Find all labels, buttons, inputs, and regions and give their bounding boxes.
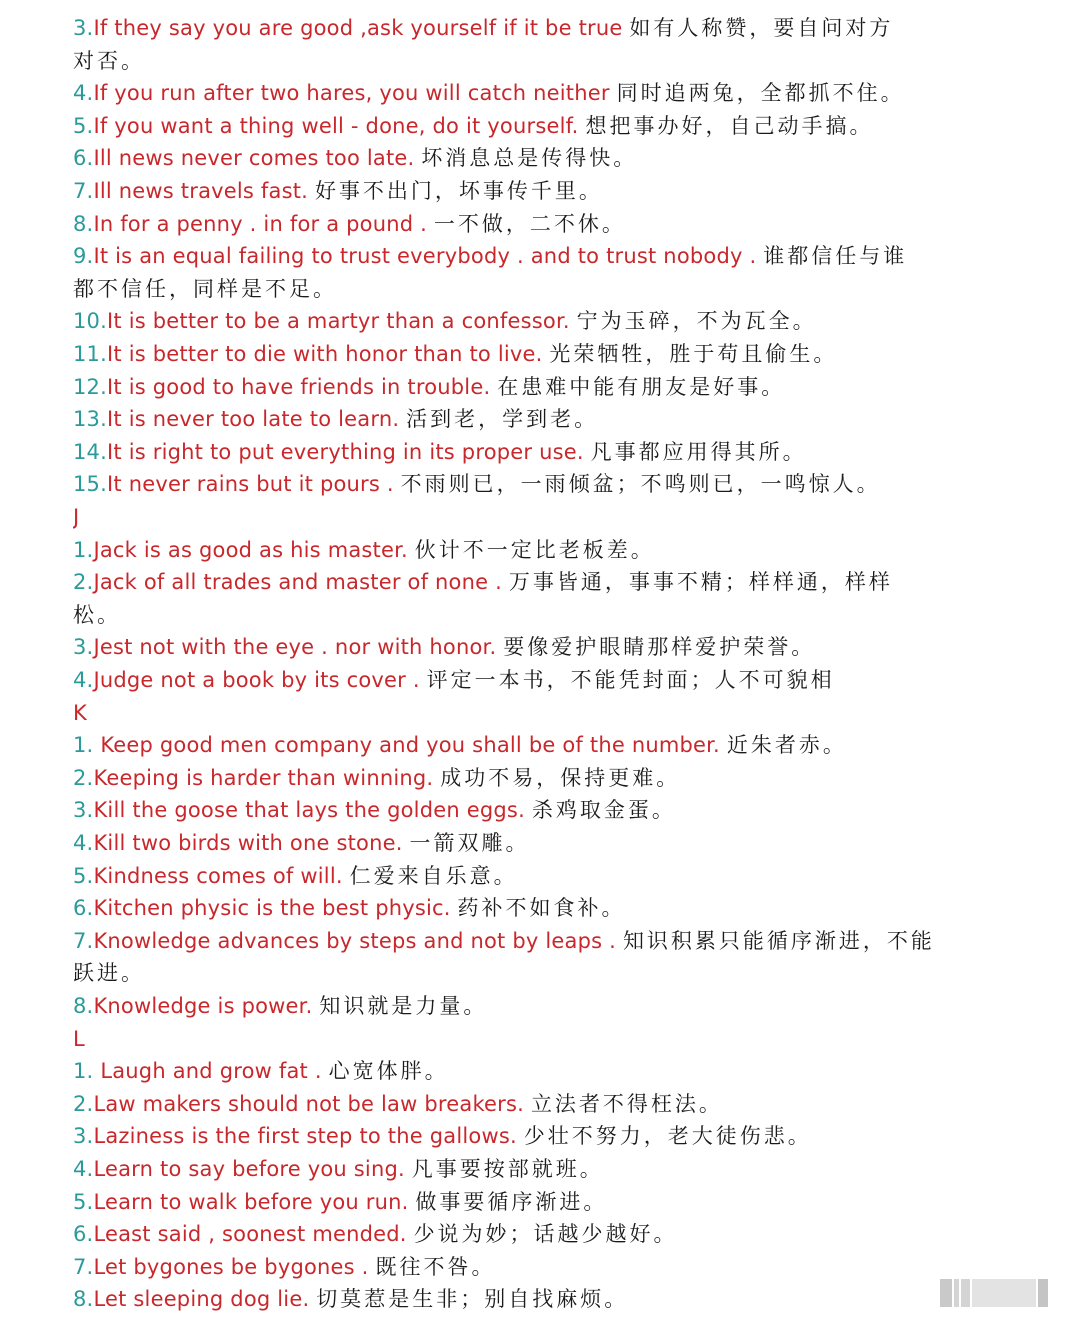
- watermark-bar: [1038, 1279, 1048, 1307]
- proverb-line: [73, 534, 1014, 567]
- proverb-chinese: 知识就是力量。: [319, 994, 488, 1018]
- proverb-number: 7.: [73, 928, 94, 953]
- proverb-chinese: 好事不出门，坏事传千里。: [314, 179, 603, 203]
- proverb-english: Kill the goose that lays the golden eggs.: [93, 798, 525, 823]
- proverb-number: 4.: [73, 1157, 94, 1181]
- proverb-continuation: [73, 273, 1014, 306]
- watermark-bar: [972, 1279, 1036, 1307]
- proverb-number: 12.: [73, 374, 107, 399]
- proverb-line: [73, 1055, 1014, 1088]
- proverb-chinese: 凡事要按部就班。: [411, 1157, 604, 1181]
- proverb-english: Jack is as good as his master.: [93, 537, 408, 562]
- proverb-line: [73, 1218, 1014, 1251]
- proverb-line: [73, 1186, 1014, 1219]
- proverb-number: 10.: [73, 309, 107, 334]
- proverb-chinese: 切莫惹是生非；别自找麻烦。: [316, 1287, 629, 1312]
- proverb-number: 8.: [73, 1287, 94, 1312]
- proverb-english: Keep good men company and you shall be of the number.: [93, 733, 720, 758]
- proverb-line: [73, 208, 1014, 241]
- proverb-english: In for a penny . in for a pound .: [93, 211, 428, 236]
- proverb-line: [73, 631, 1014, 664]
- proverb-english: Jack of all trades and master of none .: [93, 570, 502, 595]
- proverb-chinese: 活到老，学到老。: [406, 407, 599, 432]
- proverb-english: Learn to say before you sing.: [93, 1157, 405, 1181]
- proverb-number: 15.: [73, 472, 107, 497]
- proverb-line: [73, 1120, 1014, 1153]
- proverb-line: [73, 729, 1014, 762]
- bars-watermark-icon: [940, 1278, 1052, 1308]
- proverb-english: Laugh and grow fat .: [93, 1059, 322, 1084]
- proverb-chinese: 想把事办好，自己动手搞。: [585, 113, 874, 138]
- proverb-chinese: 仁爱来自乐意。: [349, 863, 518, 888]
- proverb-line: [73, 110, 1014, 143]
- proverb-continuation: [73, 45, 1014, 78]
- proverb-line: [73, 436, 1014, 469]
- proverb-line: [73, 240, 1014, 273]
- proverb-chinese: 如有人称赞，要自问对方: [629, 16, 894, 40]
- proverb-chinese: 要像爱护眼睛那样爱护荣誉。: [503, 635, 816, 660]
- proverb-english: Least said , soonest mended.: [93, 1222, 407, 1247]
- section-letter-text: K: [73, 700, 87, 725]
- proverb-line: [73, 892, 1014, 925]
- proverb-english: Knowledge advances by steps and not by leaps .: [93, 928, 617, 953]
- proverb-line: [73, 827, 1014, 860]
- proverb-chinese: 药补不如食补。: [457, 896, 626, 921]
- proverb-number: 3.: [73, 798, 94, 823]
- proverb-english: Ill news travels fast.: [93, 179, 309, 203]
- proverb-line: [73, 860, 1014, 893]
- proverb-english: Law makers should not be law breakers.: [93, 1091, 525, 1116]
- proverb-number: 13.: [73, 407, 107, 432]
- section-letter-text: L: [73, 1026, 85, 1051]
- proverb-number: 2.: [73, 570, 94, 595]
- proverb-number: 1.: [73, 1059, 94, 1084]
- proverb-number: 3.: [73, 1124, 94, 1149]
- section-letter: [73, 501, 1014, 534]
- proverb-line: [73, 762, 1014, 795]
- proverb-english: It is better to die with honor than to live.: [107, 342, 543, 366]
- proverb-number: 4.: [73, 81, 94, 106]
- proverb-number: 8.: [73, 211, 94, 236]
- proverb-line: [73, 403, 1014, 436]
- proverb-continuation: [73, 599, 1014, 632]
- proverb-number: 11.: [73, 342, 107, 366]
- proverb-line: [73, 175, 1014, 208]
- proverb-line: [73, 925, 1014, 958]
- proverb-english: Laziness is the first step to the gallows.: [93, 1124, 517, 1149]
- proverb-line: [73, 566, 1014, 599]
- proverb-line: [73, 664, 1014, 697]
- proverb-chinese: 立法者不得枉法。: [530, 1091, 723, 1116]
- watermark-bar: [961, 1279, 970, 1307]
- proverb-number: 6.: [73, 1222, 94, 1247]
- proverb-english: If they say you are good ,ask yourself if it be true: [93, 16, 623, 40]
- proverb-number: 4.: [73, 831, 94, 855]
- proverb-chinese: 成功不易，保持更难。: [440, 765, 681, 790]
- proverb-number: 5.: [73, 863, 94, 888]
- proverb-number: 1.: [73, 733, 94, 758]
- proverb-chinese: 同时追两兔，全都抓不住。: [616, 81, 905, 106]
- proverb-english: Kitchen physic is the best physic.: [93, 896, 451, 921]
- proverb-english: Learn to walk before you run.: [93, 1189, 409, 1214]
- proverb-line: [73, 12, 1014, 45]
- proverb-chinese: 少壮不努力，老大徒伤悲。: [523, 1124, 812, 1149]
- proverb-number: 5.: [73, 1189, 94, 1214]
- proverb-line: [73, 468, 1014, 501]
- section-letter-text: J: [73, 505, 80, 529]
- proverb-chinese: 做事要循序渐进。: [415, 1189, 608, 1214]
- proverb-line: [73, 1283, 1014, 1316]
- proverb-number: 6.: [73, 896, 94, 921]
- watermark-bar: [940, 1279, 952, 1307]
- proverb-number: 3.: [73, 635, 94, 660]
- proverb-chinese: 谁都信任与谁: [763, 244, 908, 269]
- proverb-line: [73, 371, 1014, 404]
- proverb-english: It is better to be a martyr than a confessor.: [107, 309, 570, 334]
- proverb-chinese: 知识积累只能循序渐进，不能: [622, 928, 935, 953]
- proverb-chinese: 评定一本书，不能凭封面；人不可貌相: [426, 668, 835, 692]
- proverb-chinese: 光荣牺牲，胜于苟且偷生。: [549, 342, 838, 366]
- proverb-chinese: 近朱者赤。: [726, 733, 847, 758]
- proverb-number: 14.: [73, 439, 107, 464]
- proverb-line: [73, 1153, 1014, 1186]
- proverb-number: 7.: [73, 1254, 94, 1279]
- proverb-number: 5.: [73, 113, 94, 138]
- proverb-english: Knowledge is power.: [93, 994, 313, 1018]
- proverb-chinese: 宁为玉碎，不为瓦全。: [576, 309, 817, 334]
- proverb-english: Ill news never comes too late.: [93, 146, 415, 171]
- proverb-chinese: 一箭双雕。: [409, 831, 530, 855]
- proverb-english: It never rains but it pours .: [107, 472, 394, 497]
- proverb-line: [73, 77, 1014, 110]
- proverb-english: Judge not a book by its cover .: [93, 668, 420, 692]
- proverb-chinese: 伙计不一定比老板差。: [414, 537, 655, 562]
- proverb-line: [73, 338, 1014, 371]
- proverb-english: Let bygones be bygones .: [93, 1254, 369, 1279]
- proverb-chinese-continued: 都不信任，同样是不足。: [73, 276, 337, 301]
- proverb-chinese-continued: 松。: [73, 602, 121, 627]
- proverb-number: 7.: [73, 179, 94, 203]
- proverb-number: 4.: [73, 668, 94, 692]
- proverb-line: [73, 1251, 1014, 1284]
- proverb-line: [73, 794, 1014, 827]
- proverb-english: If you run after two hares, you will catch neither: [93, 81, 610, 106]
- proverb-chinese: 一不做，二不休。: [433, 211, 626, 236]
- watermark-bar: [954, 1279, 959, 1307]
- proverb-chinese: 在患难中能有朋友是好事。: [497, 374, 786, 399]
- section-letter: [73, 1023, 1014, 1056]
- proverb-english: It is an equal failing to trust everybody . and to trust nobody .: [93, 244, 757, 269]
- proverb-line: [73, 142, 1014, 175]
- proverb-line: [73, 990, 1014, 1023]
- proverb-english: Kill two birds with one stone.: [93, 831, 403, 855]
- proverb-number: 2.: [73, 765, 94, 790]
- proverb-chinese: 杀鸡取金蛋。: [531, 798, 676, 823]
- proverb-english: Jest not with the eye . nor with honor.: [93, 635, 497, 660]
- proverb-english: Keeping is harder than winning.: [93, 765, 434, 790]
- proverb-english: If you want a thing well - done, do it yourself.: [93, 113, 579, 138]
- proverb-number: 3.: [73, 16, 94, 40]
- proverb-english: It is good to have friends in trouble.: [107, 374, 491, 399]
- proverb-chinese: 凡事都应用得其所。: [590, 439, 807, 464]
- proverb-number: 9.: [73, 244, 94, 269]
- proverb-chinese: 既往不咎。: [375, 1254, 496, 1279]
- section-letter: [73, 697, 1014, 730]
- proverb-line: [73, 305, 1014, 338]
- proverb-english: Kindness comes of will.: [93, 863, 343, 888]
- proverb-number: 1.: [73, 537, 94, 562]
- proverb-english: It is right to put everything in its proper use.: [107, 439, 584, 464]
- proverb-english: It is never too late to learn.: [107, 407, 400, 432]
- proverb-chinese-continued: 跃进。: [73, 961, 145, 986]
- proverb-chinese: 万事皆通，事事不精；样样通，样样: [508, 570, 893, 595]
- proverb-chinese-continued: 对否。: [73, 48, 145, 73]
- proverb-chinese: 坏消息总是传得快。: [421, 146, 638, 171]
- proverb-number: 6.: [73, 146, 94, 171]
- proverb-english: Let sleeping dog lie.: [93, 1287, 310, 1312]
- proverb-chinese: 不雨则已，一雨倾盆；不鸣则已，一鸣惊人。: [400, 472, 881, 497]
- proverb-chinese: 心宽体胖。: [328, 1059, 449, 1084]
- proverb-line: [73, 1088, 1014, 1121]
- proverb-number: 2.: [73, 1091, 94, 1116]
- proverb-chinese: 少说为妙；话越少越好。: [413, 1222, 678, 1247]
- proverb-continuation: [73, 957, 1014, 990]
- proverb-number: 8.: [73, 994, 94, 1018]
